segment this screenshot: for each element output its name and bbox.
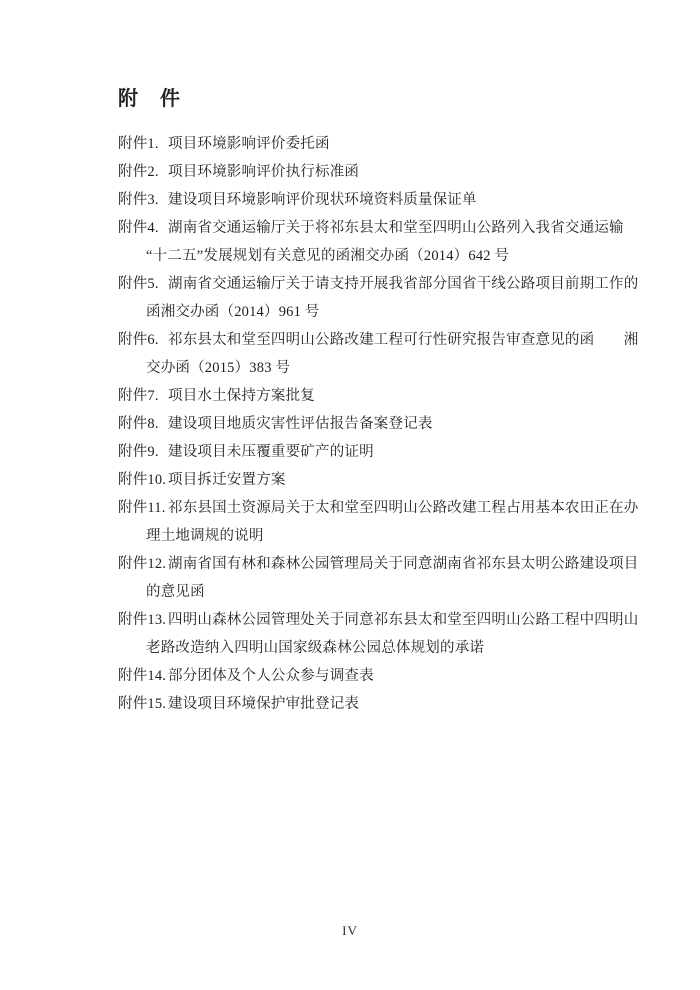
- attachment-item-label: 附件12.: [118, 556, 167, 572]
- attachment-item-label: 附件4.: [118, 220, 159, 236]
- attachment-item-14: [118, 662, 658, 690]
- page-title: 附 件: [118, 88, 181, 110]
- attachment-item-line: 项目拆迁安置方案: [168, 472, 286, 488]
- attachment-item-label: 附件5.: [118, 276, 159, 292]
- attachment-item-2: [118, 158, 658, 186]
- attachment-item-line: 祁东县国土资源局关于太和堂至四明山公路改建工程占用基本农田正在办: [168, 500, 639, 516]
- attachment-item-line: 理土地调规的说明: [146, 528, 264, 544]
- attachment-item-label: 附件9.: [118, 444, 159, 460]
- attachment-item-line: 项目水土保持方案批复: [168, 388, 315, 404]
- attachment-item-6: [118, 326, 658, 382]
- attachment-item-11: [118, 494, 658, 550]
- attachment-item-line: 湖南省国有林和森林公园管理局关于同意湖南省祁东县太明公路建设项目: [168, 556, 639, 572]
- attachment-item-4: [118, 214, 658, 270]
- attachment-item-label: 附件1.: [118, 136, 159, 152]
- attachment-item-line: 建设项目未压覆重要矿产的证明: [168, 444, 374, 460]
- attachment-item-label: 附件7.: [118, 388, 159, 404]
- attachment-item-line: 建设项目地质灾害性评估报告备案登记表: [168, 416, 433, 432]
- attachment-item-line: 湖南省交通运输厅关于将祁东县太和堂至四明山公路列入我省交通运输: [168, 220, 624, 236]
- attachment-item-line: 湖南省交通运输厅关于请支持开展我省部分国省干线公路项目前期工作的: [168, 276, 639, 292]
- attachment-item-5: [118, 270, 658, 326]
- attachment-item-1: [118, 130, 658, 158]
- attachment-item-label: 附件13.: [118, 612, 167, 628]
- attachment-item-9: [118, 438, 658, 466]
- attachment-item-line: 函湘交办函（2014）961 号: [146, 304, 320, 320]
- attachment-item-10: [118, 466, 658, 494]
- attachment-item-label: 附件8.: [118, 416, 159, 432]
- attachment-item-7: [118, 382, 658, 410]
- attachment-item-8: [118, 410, 658, 438]
- attachment-item-line: 部分团体及个人公众参与调查表: [168, 668, 374, 684]
- attachment-item-label: 附件15.: [118, 696, 167, 712]
- attachment-item-line: 老路改造纳入四明山国家级森林公园总体规划的承诺: [146, 640, 485, 656]
- attachment-item-line: 交办函（2015）383 号: [146, 360, 291, 376]
- attachment-list: [118, 130, 658, 718]
- attachment-item-label: 附件3.: [118, 192, 159, 208]
- attachment-item-line: 项目环境影响评价委托函: [168, 136, 330, 152]
- attachment-item-label: 附件6.: [118, 332, 159, 348]
- attachment-item-12: [118, 550, 658, 606]
- attachment-item-label: 附件10.: [118, 472, 167, 488]
- page-number: IV: [342, 923, 358, 938]
- attachment-item-label: 附件2.: [118, 164, 159, 180]
- attachment-item-line: “十二五”发展规划有关意见的函湘交办函（2014）642 号: [146, 248, 510, 264]
- attachment-item-line: 祁东县太和堂至四明山公路改建工程可行性研究报告审查意见的函 湘: [168, 332, 639, 348]
- attachment-item-label: 附件14.: [118, 668, 167, 684]
- attachment-item-line: 建设项目环境影响评价现状环境资料质量保证单: [168, 192, 477, 208]
- attachment-item-15: [118, 690, 658, 718]
- attachment-item-line: 四明山森林公园管理处关于同意祁东县太和堂至四明山公路工程中四明山: [168, 612, 639, 628]
- attachment-item-label: 附件11.: [118, 500, 166, 516]
- attachment-item-line: 的意见函: [146, 584, 205, 600]
- attachment-item-line: 项目环境影响评价执行标准函: [168, 164, 360, 180]
- attachment-item-line: 建设项目环境保护审批登记表: [168, 696, 360, 712]
- attachment-item-3: [118, 186, 658, 214]
- attachment-item-13: [118, 606, 658, 662]
